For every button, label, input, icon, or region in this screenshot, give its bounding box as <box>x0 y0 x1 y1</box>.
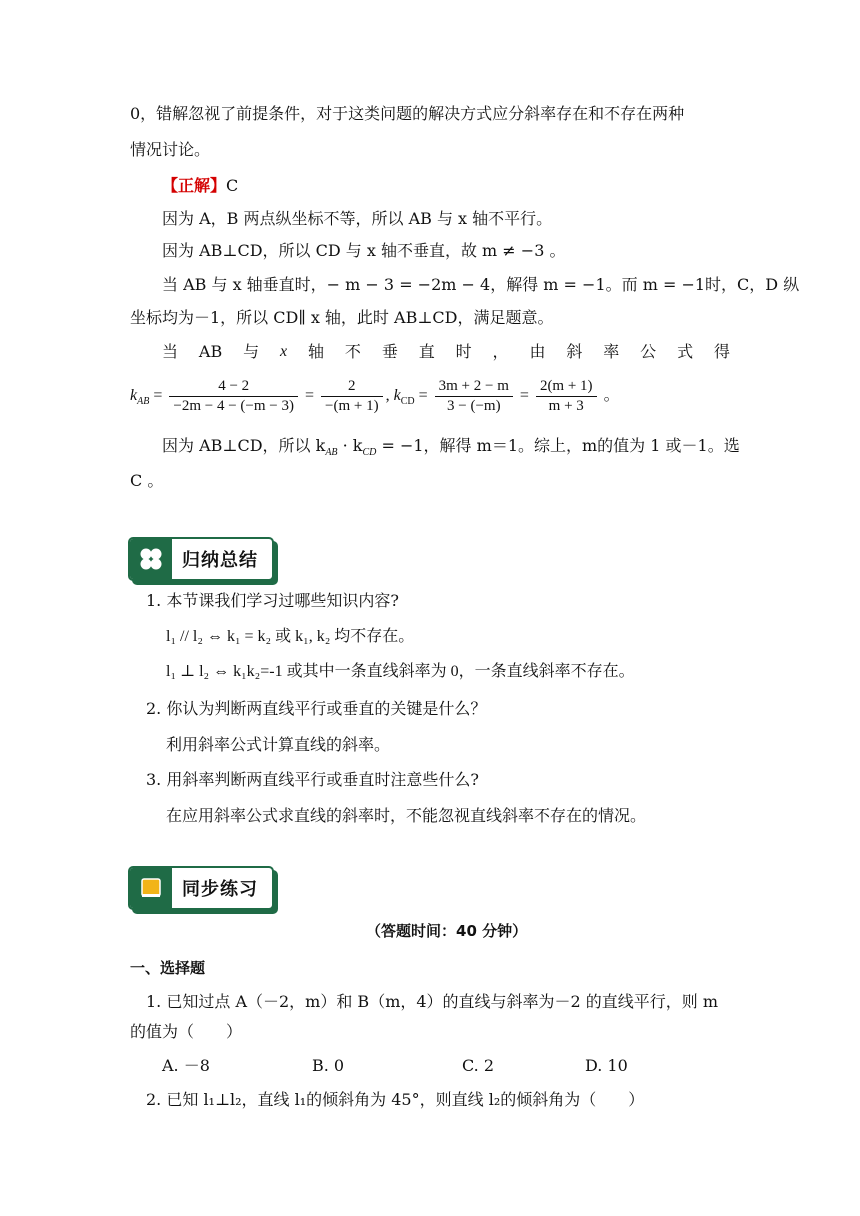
k-ab-sub: AB <box>137 396 150 408</box>
summary-a2: 利用斜率公式计算直线的斜率。 <box>166 735 391 754</box>
summary-a1b: l₁ ⊥ l₂ ⇔ k₁k₂=-1 或其中一条直线斜率为 0，一条直线斜率不存在。 <box>166 663 635 680</box>
summary-banner <box>128 537 274 581</box>
word: 由 <box>529 342 546 361</box>
solution-para-2: 因为 AB⊥CD，所以 CD 与 x 轴不垂直，故 m ≠ −3 。 <box>162 241 566 260</box>
solution-para-3a: 当 AB 与 x 轴垂直时，− m − 3 = −2m − 4，解得 m = −1。而 m = −1时，C，D 纵 <box>162 275 800 294</box>
summary-q2: 2. 你认为判断两直线平行或垂直的关键是什么？ <box>146 699 487 718</box>
word: ， <box>492 342 509 361</box>
word: 斜 <box>566 342 583 361</box>
solution-para-4 <box>162 341 730 363</box>
word: 公 <box>640 342 657 361</box>
practice-q1a: 1. 已知过点 A（－2，m）和 B（m，4）的直线与斜率为－2 的直线平行，则 m <box>146 992 719 1011</box>
word: x <box>280 343 288 360</box>
summary-a1a: l₁ // l₂ ⇔ k₁ = k₂ 或 k₁, k₂ 均不存在。 <box>166 628 415 645</box>
word: 与 <box>243 342 260 361</box>
fraction-1: $\frac{4 - 2}{-2m - 4 - (-m - 3)}$ <box>169 377 298 416</box>
solution-para-3b: 坐标均为－1，所以 CD∥ x 轴，此时 AB⊥CD，满足题意。 <box>130 308 554 327</box>
summary-title: 归纳总结 <box>182 550 258 571</box>
k-cd-sub: CD <box>400 396 415 408</box>
word: 得 <box>713 342 730 361</box>
practice-title: 同步练习 <box>182 879 258 900</box>
practice-time: （答题时间：40 分钟） <box>366 922 528 940</box>
summary-q3: 3. 用斜率判断两直线平行或垂直时注意些什么? <box>146 770 479 789</box>
intro-line-1: 0，错解忽视了前提条件，对于这类问题的解决方式应分斜率存在和不存在两种 <box>130 104 685 123</box>
k-cd: k <box>393 387 401 404</box>
fraction-4: $\frac{2(m + 1)}{m + 3}$ <box>536 377 597 416</box>
option-c: C. 2 <box>462 1056 495 1075</box>
word: 轴 <box>308 342 325 361</box>
solution-para-5b: C 。 <box>130 471 164 490</box>
option-b: B. 0 <box>312 1056 345 1075</box>
option-d: D. 10 <box>585 1056 628 1075</box>
word: 不 <box>344 342 361 361</box>
intro-line-2: 情况讨论。 <box>130 140 211 159</box>
practice-banner <box>128 866 274 910</box>
solution-tag: 【正解】 <box>162 176 227 195</box>
practice-q1b: 的值为（ ） <box>130 1022 243 1041</box>
word: 式 <box>677 342 694 361</box>
option-a: A. －8 <box>162 1056 210 1075</box>
practice-section: 一、选择题 <box>130 959 206 977</box>
fraction-2: $\frac{2}{-(m + 1)}$ <box>321 377 383 416</box>
summary-a3: 在应用斜率公式求直线的斜率时，不能忽视直线斜率不存在的情况。 <box>166 806 647 825</box>
summary-q1: 1. 本节课我们学习过哪些知识内容? <box>146 591 399 610</box>
word: AB <box>198 342 223 361</box>
solution-answer: C <box>226 176 239 195</box>
solution-para-5a: 因为 AB⊥CD，所以 $k_{AB} \cdot k_{CD} = -1$，解得 m＝1。综上，m的值为 1 或－1。选 <box>162 436 740 459</box>
practice-q2: 2. 已知 l₁⊥l₂，直线 l₁的倾斜角为 45°，则直线 l₂的倾斜角为（ ） <box>146 1090 645 1109</box>
word: 当 <box>162 342 179 361</box>
fraction-3: $\frac{3m + 2 - m}{3 - (-m)}$ <box>435 377 513 416</box>
solution-header <box>162 175 238 197</box>
word: 直 <box>418 342 435 361</box>
clover-icon <box>130 539 172 579</box>
word: 率 <box>603 342 620 361</box>
solution-para-1: 因为 A，B 两点纵坐标不等，所以 AB 与 x 轴不平行。 <box>162 209 553 228</box>
book-icon <box>130 868 172 908</box>
word: 时 <box>455 342 472 361</box>
slope-formula: $k_{AB}$ = $\frac{4 - 2}{-2m - 4 - (-m - 3)}$ = $\frac{2}{-(m + 1)}$ , $k_{CD}$ = $\frac{3m + 2 - m}{3 - (-m)}$ = $\frac{2(m + 1)}{m + 3}$ 。 <box>130 377 620 414</box>
word: 垂 <box>381 342 398 361</box>
k-ab: k <box>130 387 138 404</box>
